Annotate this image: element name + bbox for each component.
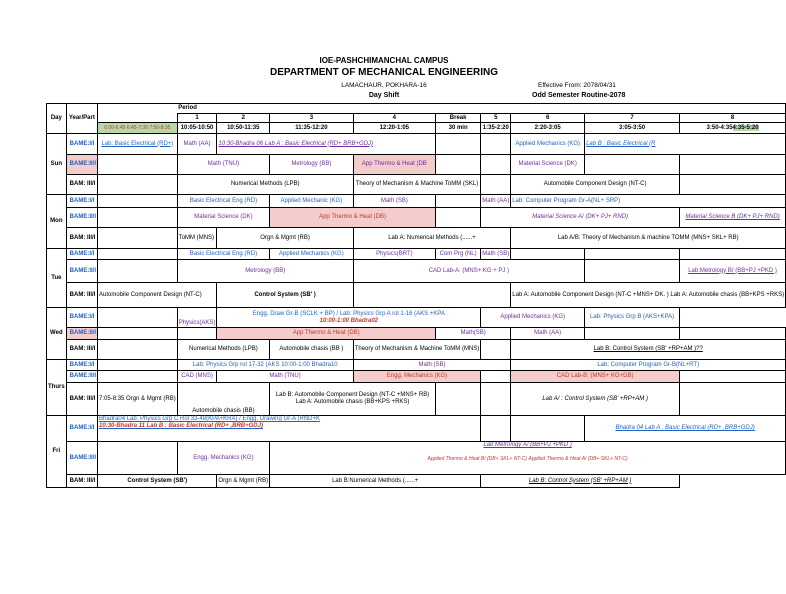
year-part: BAM: III/I <box>66 228 97 249</box>
class-cell: Automobile Component Design (NT-C) <box>98 283 217 308</box>
table-row <box>47 195 786 208</box>
class-cell: Bhadra 04 Lab A : Basic Electrical (RD+ ,BRB+GDJ) <box>585 416 786 442</box>
table-row <box>47 383 786 416</box>
period-time: 10:05-10:50 <box>177 123 217 134</box>
class-cell: Lab: Physics Grp B (AKS+KPA) <box>585 308 680 328</box>
class-cell: ToMM (MNS) <box>177 228 217 249</box>
class-cell: Lab B: Control System (SB' +RP+AM ) <box>481 475 680 488</box>
day-label: Sun <box>47 134 67 195</box>
period-number: Break <box>436 114 481 123</box>
day-label: Thurs <box>47 360 67 416</box>
period-number: 3 <box>270 114 354 123</box>
class-cell: Lab B : Basic Electrical (R <box>585 134 786 155</box>
class-cell: Math (AA) <box>481 195 511 208</box>
table-row <box>47 475 786 488</box>
table-row <box>47 134 786 155</box>
year-part: BAM: III/I <box>66 340 97 360</box>
class-cell: Material Science B (DK+ PJ+ RND) <box>679 208 785 228</box>
year-part: BAME:II/I <box>66 208 97 228</box>
header-row-times <box>47 123 786 134</box>
table-row <box>47 249 786 260</box>
class-cell: Automobile Component Design (NT-C) <box>511 175 680 195</box>
class-cell: Control System (SB' ) <box>217 283 353 308</box>
class-cell: Lab B: Control System (SB' +RP+AM )?? <box>511 340 786 360</box>
table-row <box>47 175 786 195</box>
class-cell: App Thermo & Heat (DB) <box>217 328 436 340</box>
year-part: BAME:I/I <box>66 249 97 260</box>
day-label: Tue <box>47 249 67 308</box>
class-cell: Lab: Computer Program Gr-B(NL+RT) <box>511 360 786 371</box>
period-number: 5 <box>481 114 511 123</box>
class-cell: Automobile chasis (BB) <box>177 383 269 416</box>
period-number: 7 <box>585 114 680 123</box>
table-row <box>47 208 786 228</box>
class-cell: Material Science (DK) <box>177 208 269 228</box>
class-cell: Math (AA) <box>511 328 585 340</box>
class-cell: Math (SB) <box>481 249 511 260</box>
class-cell: Automobile chasis (BB ) <box>270 340 354 360</box>
class-cell: CAD Lab-A: (MNS+ KG + PJ ) <box>353 260 584 283</box>
class-cell: 10:30-Bhadra 06 Lab A : Basic Electrical (RD+ BRB+GDJ) <box>217 134 436 155</box>
class-cell: Math(SB) <box>436 328 511 340</box>
class-cell: Engg. Mechanics (KG) <box>353 371 481 383</box>
header-row-period <box>47 104 786 114</box>
class-cell: Applied Mechanics (KG) <box>511 134 585 155</box>
table-row <box>47 371 786 383</box>
period-time: 1:35-2:20 <box>481 123 511 134</box>
class-cell: 7:05-8:35 Orgn & Mgmt (RB) <box>98 383 178 416</box>
class-cell: Lab B:Numerical Methods (......+ <box>270 475 481 488</box>
period-time: 11:35-12:20 <box>270 123 354 134</box>
year-part: BAME:I/I <box>66 308 97 328</box>
year-part-header: Year/Part <box>66 104 97 134</box>
year-part: BAME:II/I <box>66 328 97 340</box>
class-cell: Com Prg (NL) <box>436 249 481 260</box>
year-part: BAM: III/I <box>66 283 97 308</box>
year-part: BAM: III/I <box>66 475 97 488</box>
table-row <box>47 308 786 328</box>
address: LAMACHAUR, POKHARA-16 <box>341 82 427 89</box>
routine-title: Odd Semester Routine-2078 <box>532 92 626 99</box>
class-cell: Math (TNU) <box>217 371 353 383</box>
class-cell: Theory of Mechanism & Machine ToMM (SKL) <box>353 175 481 195</box>
class-cell: Lab: Basic Electrical (RD+) <box>98 134 178 155</box>
day-label: Wed <box>47 308 67 360</box>
class-cell: Lab:Metrology B/ (BB+PJ +PKD ) <box>679 260 785 283</box>
year-part: BAM: III/I <box>66 175 97 195</box>
period-number: 1 <box>177 114 217 123</box>
class-cell: Lab A: Numerical Methods (......+ <box>353 228 511 249</box>
department-title: DEPARTMENT OF MECHANICAL ENGINEERING <box>270 67 498 78</box>
day-header: Day <box>47 104 67 134</box>
year-part: BAME:I/I <box>66 416 97 442</box>
table-row <box>47 416 786 442</box>
class-cell: Engg. Mechanics (KG) <box>177 442 269 475</box>
campus-name: IOE-PASHCHIMANCHAL CAMPUS <box>319 56 449 65</box>
class-cell: CAD Lab-B: (MNS+ KG+DB) <box>511 371 680 383</box>
effective-date: Effective From: 2078/04/31 <box>538 82 616 89</box>
period-time: 3:50-4:354:35-5:20 <box>679 123 785 134</box>
class-cell: Math (AA) <box>177 134 217 155</box>
class-cell: App Thermo & Heat (DB) <box>270 208 436 228</box>
class-cell: Lab A: Automobile Component Design (NT-C +MNS+ DK. ) Lab A: Automobile chasis (BB+KPS +RKS) <box>511 283 786 308</box>
class-cell: Metrology (BB) <box>177 260 353 283</box>
year-part: BAME:I/I <box>66 195 97 208</box>
table-row <box>47 442 786 475</box>
class-cell: Material Science (DK) <box>511 155 585 175</box>
year-part: BAME:II/I <box>66 442 97 475</box>
class-cell: Physics(AKS) <box>177 308 217 328</box>
class-cell: Bhadra04 Lab: Physics Grp C Rol 33-48(KPA+KRA) / Engg. Drawing Gr-A (RND+K 10:30-Bhadra 11 Lab B : Basic Electrical (RD+ ,BRB+GDJ) <box>98 416 481 442</box>
routine-table <box>46 103 786 488</box>
header-row-numbers <box>47 114 786 123</box>
class-cell: Lab A/ : Control System (SB' +RP+AM ) <box>511 383 680 416</box>
class-cell: Control System (SB') <box>98 475 217 488</box>
class-cell: Applied Mechanics (KG) <box>270 249 354 260</box>
period-time: 12:20-1:05 <box>353 123 435 134</box>
class-cell: Math (SB) <box>353 195 435 208</box>
class-cell: Lab B: Automobile Component Design (NT-C +MNS+ RB) Lab A: Automobile chasis (BB+KPS +RKS) <box>270 383 436 416</box>
period-time: 3:05-3:50 <box>585 123 680 134</box>
day-label: Fri <box>47 416 67 488</box>
period-number: 6 <box>511 114 585 123</box>
table-row <box>47 328 786 340</box>
class-cell: Orgn & Mgmt (RB) <box>217 228 353 249</box>
year-part: BAME:II/I <box>66 371 97 383</box>
class-cell: Theory of Mechanism & Machine ToMM (MNS) <box>353 340 481 360</box>
table-row <box>47 155 786 175</box>
class-cell: Math (TNU) <box>177 155 269 175</box>
table-row <box>47 360 786 371</box>
class-cell: Basic Electrical Eng (RD) <box>177 249 269 260</box>
class-cell: Applied Mechanics (KG) <box>481 308 585 328</box>
table-row <box>47 283 786 308</box>
class-cell: Material Science A/ (DK+ PJ+ RND) <box>481 208 680 228</box>
year-part: BAME:I/I <box>66 134 97 155</box>
class-cell: Engg. Draw Gr-B (SCLK + BP) / Lab: Physics Grp A rol 1-16 (AKS +KPA 10:00-1:00 Bhadra02 <box>217 308 481 328</box>
class-cell: Numerical Methods (LPB) <box>177 175 353 195</box>
class-cell: Orgn & Mgmt (RB) <box>217 475 270 488</box>
period-time: 30 min <box>436 123 481 134</box>
period-number: 8 <box>679 114 785 123</box>
period-number: 2 <box>217 114 270 123</box>
period-header: Period <box>177 104 785 114</box>
shift: Day Shift <box>368 92 400 99</box>
table-row <box>47 260 786 283</box>
class-cell: Metrology (BB) <box>270 155 354 175</box>
class-cell: Lab: Physics Grp rol 17-32 (AKS 10:00-1:00 Bhadra10 <box>177 360 353 371</box>
class-cell: Lab: Computer Program Gr-A(NL+ SRP) <box>511 195 786 208</box>
class-cell: CAD (MNS) <box>177 371 217 383</box>
year-part: BAME:II/I <box>66 260 97 283</box>
year-part: BAME:II/I <box>66 155 97 175</box>
class-cell: Numerical Methods (LPB) <box>177 340 269 360</box>
day-label: Mon <box>47 195 67 249</box>
class-cell: Basic Electrical Eng (RD) <box>177 195 269 208</box>
class-cell: Lab A/B: Theory of Mechanism & machine TOMM (MNS+ SKL+ RB) <box>511 228 786 249</box>
class-cell: Lab:Metrology A/ (BB+PJ +PKD ) Applied Thermo & Heat B/ (DB+ SKL+ NT-C) Applied Thermo & Heat A/ (DB+ SKL+ NT-C) <box>270 442 786 475</box>
period-time: 10:50-11:35 <box>217 123 270 134</box>
year-part: BAME:I/I <box>66 360 97 371</box>
early-times: 6:00-6:45 6:45-7:30 7:50-8:35 <box>98 123 178 134</box>
class-cell: Math (SB) <box>353 360 511 371</box>
table-row <box>47 340 786 360</box>
period-number: 4 <box>353 114 435 123</box>
period-time: 2:20-3:05 <box>511 123 585 134</box>
year-part: BAM: III/I <box>66 383 97 416</box>
class-cell: App Thermo & Heat (DB <box>353 155 435 175</box>
class-cell: Applied Mechanic (KG) <box>270 195 354 208</box>
table-row <box>47 228 786 249</box>
class-cell: Physics(BRT) <box>353 249 435 260</box>
